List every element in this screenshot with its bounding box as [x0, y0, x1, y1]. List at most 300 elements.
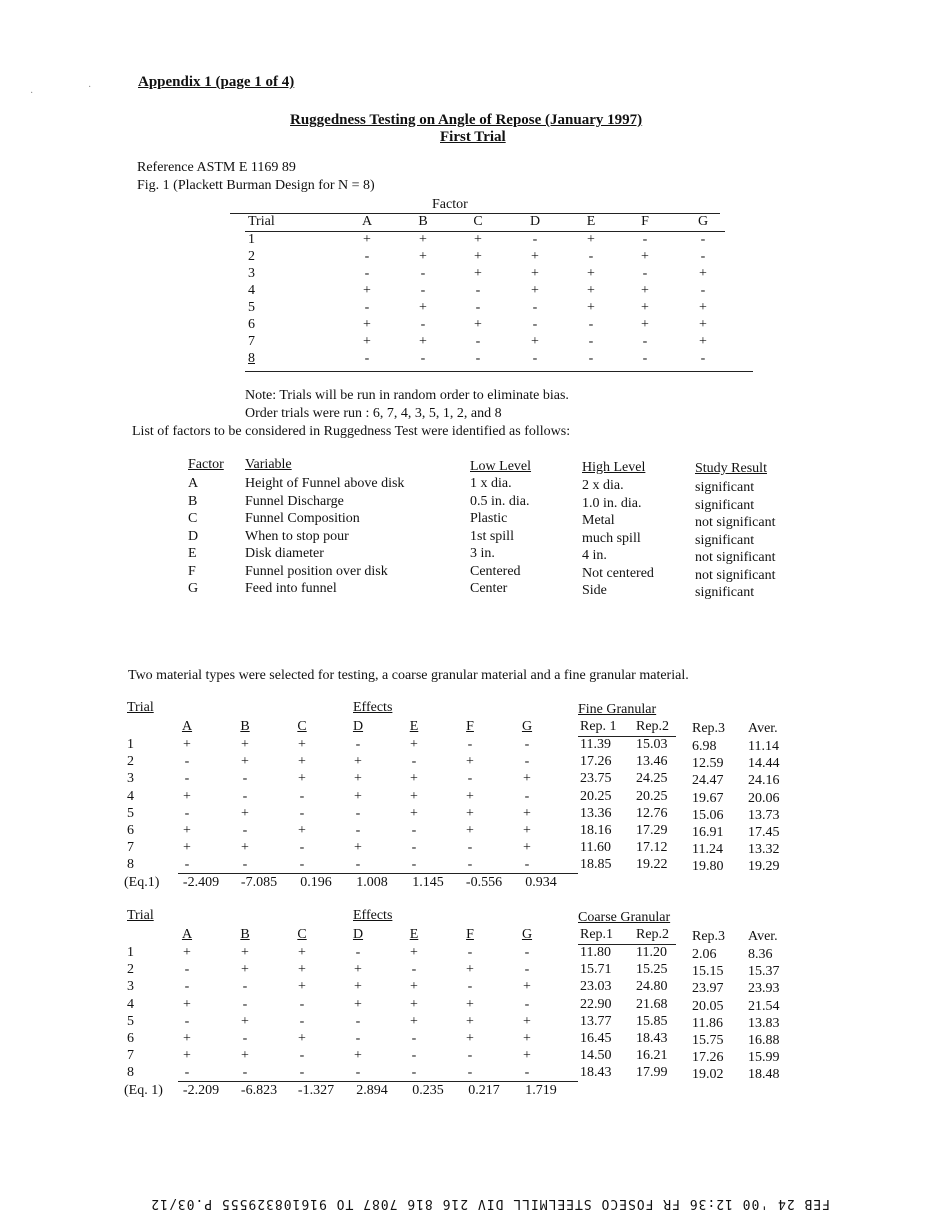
factors-header-cell: Factor [188, 457, 224, 472]
average-value: 16.88 [748, 1033, 780, 1048]
trial-number: 2 [127, 962, 134, 977]
design-sign: - [588, 334, 594, 349]
effect-sign: + [354, 789, 362, 804]
effect-header: F [466, 927, 474, 942]
average-value: 15.99 [748, 1050, 780, 1065]
rep-value: 19.02 [692, 1067, 724, 1082]
effect-sign: - [467, 857, 473, 872]
effect-sign: + [523, 1048, 531, 1063]
study-result: significant [695, 585, 755, 600]
equation-value: 1.145 [412, 875, 444, 890]
effect-sign: - [355, 1031, 361, 1046]
design-sign: - [642, 334, 648, 349]
rep-value: 11.20 [636, 945, 667, 960]
effect-header: A [181, 927, 193, 942]
average-value: 23.93 [748, 981, 780, 996]
rep-value: 16.21 [636, 1048, 668, 1063]
effect-sign: - [467, 737, 473, 752]
effect-sign: + [523, 1014, 531, 1029]
effect-sign: + [410, 997, 418, 1012]
equation-value: 1.719 [525, 1083, 557, 1098]
average-value: 19.29 [748, 859, 780, 874]
effect-sign: + [298, 979, 306, 994]
effect-sign: + [354, 1048, 362, 1063]
effect-sign: - [467, 979, 473, 994]
note-run-order: Order trials were run : 6, 7, 4, 3, 5, 1, 2, and 8 [245, 406, 502, 421]
study-result: not significant [695, 550, 776, 565]
table-rule [178, 1081, 578, 1082]
design-sign: - [364, 300, 370, 315]
effect-sign: - [184, 979, 190, 994]
effect-sign: + [466, 997, 474, 1012]
rep-value: 19.22 [636, 857, 668, 872]
trial-number: 2 [127, 754, 134, 769]
design-sign: - [420, 266, 426, 281]
effect-sign: - [184, 962, 190, 977]
effect-sign: + [298, 737, 306, 752]
effect-sign: + [410, 771, 418, 786]
rep-value: 6.98 [692, 739, 717, 754]
rep-value: 15.15 [692, 964, 724, 979]
effect-sign: + [241, 962, 249, 977]
effect-sign: - [467, 945, 473, 960]
design-trial-number: 2 [248, 249, 255, 264]
rep-value: 20.05 [692, 999, 724, 1014]
effect-sign: - [411, 823, 417, 838]
factor-level: Centered [470, 564, 521, 579]
effect-sign: + [466, 1031, 474, 1046]
effect-sign: + [466, 962, 474, 977]
effect-sign: + [354, 754, 362, 769]
reference-line: Reference ASTM E 1169 89 [137, 160, 296, 175]
equation-value: -1.327 [297, 1083, 335, 1098]
rep-value: 2.06 [692, 947, 717, 962]
rep-value: 18.43 [580, 1065, 612, 1080]
effect-sign: + [241, 737, 249, 752]
study-result: not significant [695, 568, 776, 583]
trial-number: 3 [127, 979, 134, 994]
effect-sign: + [298, 823, 306, 838]
effect-sign: - [411, 754, 417, 769]
factor-level: 1.0 in. dia. [582, 496, 642, 511]
fax-footer: FEB 24 '00 12:36 FR FOSECO STEELMILL DIV 216 816 7087 TO 916108329555 P.03/12 [150, 1196, 830, 1211]
factor-variable: Disk diameter [245, 546, 324, 561]
design-trial-number: 1 [248, 232, 255, 247]
effect-sign: - [355, 1014, 361, 1029]
rep-header: Rep.2 [636, 719, 670, 734]
effect-header: D [352, 927, 364, 942]
equation-label: (Eq. 1) [124, 1083, 163, 1098]
effect-sign: - [524, 857, 530, 872]
equation-value: 0.217 [468, 1083, 500, 1098]
design-sign: + [474, 232, 482, 247]
design-sign: + [699, 334, 707, 349]
rep-header: Rep. 1 [580, 719, 617, 734]
trial-number: 8 [127, 1065, 134, 1080]
rep-header: Rep.3 [692, 721, 726, 736]
effect-header: G [521, 927, 533, 942]
effect-sign: + [298, 1031, 306, 1046]
effect-sign: - [184, 771, 190, 786]
effect-sign: - [184, 1014, 190, 1029]
rep-value: 18.85 [580, 857, 612, 872]
effect-header: D [352, 719, 364, 734]
design-sign: + [474, 249, 482, 264]
design-sign: + [531, 334, 539, 349]
figure-caption: Fig. 1 (Plackett Burman Design for N = 8) [137, 178, 375, 193]
effect-sign: + [241, 945, 249, 960]
rep-value: 16.45 [580, 1031, 612, 1046]
factors-header-cell: Low Level [470, 459, 532, 474]
effect-sign: - [467, 1065, 473, 1080]
design-header-cell: D [529, 214, 541, 229]
design-sign: - [475, 351, 481, 366]
effect-sign: + [241, 754, 249, 769]
factors-intro: List of factors to be considered in Ruggedness Test were identified as follows: [132, 424, 571, 439]
factor-letter: A [188, 476, 199, 491]
rep-value: 23.97 [692, 981, 724, 996]
scan-speck: · [88, 82, 92, 93]
trial-number: 8 [127, 857, 134, 872]
factor-level: Side [582, 583, 607, 598]
rep-value: 19.67 [692, 791, 724, 806]
effect-header: E [409, 719, 419, 734]
rep-header: Rep.3 [692, 929, 726, 944]
effect-sign: + [466, 789, 474, 804]
effect-sign: + [298, 945, 306, 960]
effect-sign: - [411, 1065, 417, 1080]
trial-number: 6 [127, 823, 134, 838]
average-value: 15.37 [748, 964, 780, 979]
appendix-label: Appendix 1 (page 1 of 4) [138, 74, 295, 90]
trial-number: 7 [127, 1048, 134, 1063]
effect-header: B [240, 927, 250, 942]
design-sign: - [700, 249, 706, 264]
factor-variable: Funnel Composition [245, 511, 360, 526]
effect-sign: - [299, 997, 305, 1012]
design-trial-number: 3 [248, 266, 255, 281]
design-sign: + [419, 334, 427, 349]
effect-sign: + [466, 754, 474, 769]
rep-value: 20.25 [636, 789, 668, 804]
equation-value: -6.823 [240, 1083, 278, 1098]
design-sign: - [588, 249, 594, 264]
rep-value: 15.85 [636, 1014, 668, 1029]
effect-sign: - [242, 997, 248, 1012]
trial-number: 5 [127, 1014, 134, 1029]
factors-header-cell: Variable [245, 457, 292, 472]
factor-level: much spill [582, 531, 641, 546]
rep-value: 11.60 [580, 840, 611, 855]
effect-sign: + [183, 1048, 191, 1063]
design-sign: - [475, 300, 481, 315]
effect-sign: - [242, 979, 248, 994]
design-sign: + [531, 249, 539, 264]
rep-value: 15.75 [692, 1033, 724, 1048]
design-sign: + [363, 317, 371, 332]
average-value: 18.48 [748, 1067, 780, 1082]
design-header-cell: E [586, 214, 596, 229]
rep-value: 19.80 [692, 859, 724, 874]
effect-sign: - [467, 840, 473, 855]
rep-value: 15.25 [636, 962, 668, 977]
rep-value: 17.29 [636, 823, 668, 838]
equation-value: 2.894 [356, 1083, 388, 1098]
factor-variable: Feed into funnel [245, 581, 337, 596]
effect-sign: - [299, 1048, 305, 1063]
design-sign: + [363, 232, 371, 247]
rep-value: 23.75 [580, 771, 612, 786]
design-sign: + [641, 300, 649, 315]
factor-level: Center [470, 581, 508, 596]
design-sign: - [532, 300, 538, 315]
effect-sign: + [354, 771, 362, 786]
average-value: 8.36 [748, 947, 773, 962]
design-sign: - [642, 266, 648, 281]
effect-sign: + [241, 1014, 249, 1029]
factor-letter: B [188, 494, 198, 509]
equation-value: -7.085 [240, 875, 278, 890]
effect-sign: + [410, 979, 418, 994]
design-sign: - [532, 317, 538, 332]
trial-label: Trial [127, 908, 154, 923]
study-result: not significant [695, 515, 776, 530]
rep-value: 24.80 [636, 979, 668, 994]
design-sign: - [588, 317, 594, 332]
rep-header: Aver. [748, 721, 778, 736]
effect-header: G [521, 719, 533, 734]
factor-letter: F [188, 564, 196, 579]
design-header-cell: B [418, 214, 428, 229]
factor-level: 0.5 in. dia. [470, 494, 530, 509]
equation-value: -0.556 [465, 875, 503, 890]
effect-sign: + [241, 806, 249, 821]
effect-sign: - [184, 1065, 190, 1080]
effect-header: C [297, 927, 307, 942]
effect-sign: - [524, 754, 530, 769]
effect-sign: + [241, 1048, 249, 1063]
average-value: 13.32 [748, 842, 780, 857]
effect-sign: + [523, 840, 531, 855]
trial-number: 1 [127, 945, 134, 960]
effect-header: B [240, 719, 250, 734]
effect-sign: - [355, 1065, 361, 1080]
effect-sign: + [410, 945, 418, 960]
design-sign: + [419, 249, 427, 264]
effect-header: C [297, 719, 307, 734]
average-value: 21.54 [748, 999, 780, 1014]
rep-value: 11.24 [692, 842, 723, 857]
effect-sign: - [299, 1014, 305, 1029]
factor-variable: When to stop pour [245, 529, 349, 544]
effect-sign: + [298, 771, 306, 786]
design-sign: + [699, 300, 707, 315]
effect-sign: - [299, 1065, 305, 1080]
effect-sign: + [466, 806, 474, 821]
effect-sign: - [355, 806, 361, 821]
effect-sign: + [523, 771, 531, 786]
factor-level: 1st spill [470, 529, 514, 544]
design-sign: - [475, 334, 481, 349]
design-sign: + [474, 266, 482, 281]
design-sign: - [700, 232, 706, 247]
design-sign: - [364, 351, 370, 366]
average-value: 14.44 [748, 756, 780, 771]
effect-sign: - [467, 1048, 473, 1063]
rep-value: 22.90 [580, 997, 612, 1012]
design-sign: - [420, 351, 426, 366]
design-sign: + [587, 300, 595, 315]
effect-sign: - [242, 857, 248, 872]
factors-header-cell: High Level [582, 460, 646, 475]
rep-value: 11.39 [580, 737, 611, 752]
effect-header: F [466, 719, 474, 734]
factor-variable: Funnel Discharge [245, 494, 344, 509]
effect-sign: - [184, 806, 190, 821]
factor-variable: Height of Funnel above disk [245, 476, 405, 491]
trial-label: Trial [127, 700, 154, 715]
effect-sign: + [183, 997, 191, 1012]
design-sign: + [587, 283, 595, 298]
scan-speck: · [30, 88, 34, 99]
trial-number: 4 [127, 789, 134, 804]
effect-sign: + [354, 997, 362, 1012]
effect-sign: - [524, 789, 530, 804]
effect-sign: - [411, 1031, 417, 1046]
factor-level: Plastic [470, 511, 508, 526]
equation-value: 0.235 [412, 1083, 444, 1098]
rep-value: 11.86 [692, 1016, 723, 1031]
design-sign: + [419, 232, 427, 247]
design-sign: + [641, 249, 649, 264]
design-header-cell: C [473, 214, 483, 229]
design-sign: + [531, 266, 539, 281]
design-sign: - [700, 283, 706, 298]
effect-sign: + [466, 1014, 474, 1029]
rep-value: 21.68 [636, 997, 668, 1012]
effect-sign: + [354, 840, 362, 855]
effect-sign: - [411, 857, 417, 872]
effect-sign: + [410, 789, 418, 804]
effect-sign: + [241, 840, 249, 855]
effect-sign: - [299, 857, 305, 872]
rep-header: Rep.1 [580, 927, 614, 942]
equation-value: 1.008 [356, 875, 388, 890]
rep-header: Rep.2 [636, 927, 670, 942]
effect-sign: + [466, 823, 474, 838]
factor-letter: G [188, 581, 199, 596]
factor-level: 4 in. [582, 548, 607, 563]
design-sign: + [699, 317, 707, 332]
trial-number: 1 [127, 737, 134, 752]
trial-number: 5 [127, 806, 134, 821]
average-value: 11.14 [748, 739, 779, 754]
equation-value: -2.409 [182, 875, 220, 890]
effect-sign: - [184, 754, 190, 769]
equation-value: -2.209 [182, 1083, 220, 1098]
factor-level: 1 x dia. [470, 476, 512, 491]
rep-value: 24.47 [692, 773, 724, 788]
design-sign: + [531, 283, 539, 298]
effect-sign: - [355, 737, 361, 752]
design-sign: + [587, 266, 595, 281]
effect-sign: - [242, 1031, 248, 1046]
rep-value: 24.25 [636, 771, 668, 786]
trial-number: 6 [127, 1031, 134, 1046]
design-sign: + [641, 317, 649, 332]
rep-value: 13.46 [636, 754, 668, 769]
study-result: significant [695, 480, 755, 495]
average-value: 13.73 [748, 808, 780, 823]
factor-variable: Funnel position over disk [245, 564, 388, 579]
design-header-cell: F [641, 214, 649, 229]
average-value: 13.83 [748, 1016, 780, 1031]
rep-value: 13.77 [580, 1014, 612, 1029]
rep-value: 17.12 [636, 840, 668, 855]
effect-sign: - [299, 806, 305, 821]
average-value: 20.06 [748, 791, 780, 806]
design-sign: - [475, 283, 481, 298]
design-sign: - [364, 249, 370, 264]
trial-number: 7 [127, 840, 134, 855]
group-label: Fine Granular [578, 702, 657, 717]
rep-header: Aver. [748, 929, 778, 944]
effect-sign: - [242, 823, 248, 838]
effect-sign: - [299, 789, 305, 804]
design-trial-number: 6 [248, 317, 255, 332]
design-sign: - [420, 283, 426, 298]
effect-sign: + [298, 962, 306, 977]
equation-value: 0.934 [525, 875, 557, 890]
effect-sign: + [183, 737, 191, 752]
factor-label: Factor [432, 197, 468, 212]
effect-sign: + [298, 754, 306, 769]
rep-value: 17.26 [692, 1050, 724, 1065]
effect-sign: - [355, 823, 361, 838]
note-random-order: Note: Trials will be run in random order to eliminate bias. [245, 388, 569, 403]
effect-sign: - [355, 945, 361, 960]
effect-sign: + [183, 1031, 191, 1046]
effect-sign: - [242, 771, 248, 786]
design-sign: + [699, 266, 707, 281]
design-sign: + [363, 283, 371, 298]
factors-header-cell: Study Result [695, 461, 767, 476]
factor-level: 3 in. [470, 546, 495, 561]
factor-letter: E [188, 546, 197, 561]
average-value: 17.45 [748, 825, 780, 840]
rep-value: 11.80 [580, 945, 611, 960]
design-sign: + [587, 232, 595, 247]
effect-sign: + [410, 737, 418, 752]
effects-label: Effects [353, 908, 393, 923]
effect-sign: - [355, 857, 361, 872]
effect-sign: - [242, 789, 248, 804]
design-trial-number: 8 [248, 351, 255, 366]
design-sign: - [532, 232, 538, 247]
effects-label: Effects [353, 700, 393, 715]
effect-sign: - [524, 737, 530, 752]
design-trial-number: 7 [248, 334, 255, 349]
effect-sign: - [524, 962, 530, 977]
effect-header: E [409, 927, 419, 942]
doc-title: Ruggedness Testing on Angle of Repose (January 1997) [290, 112, 643, 128]
effect-sign: + [410, 1014, 418, 1029]
doc-subtitle: First Trial [440, 129, 506, 145]
design-trial-number: 5 [248, 300, 255, 315]
trial-number: 4 [127, 997, 134, 1012]
materials-intro: Two material types were selected for testing, a coarse granular material and a fine granular material. [128, 668, 689, 683]
rep-value: 18.16 [580, 823, 612, 838]
